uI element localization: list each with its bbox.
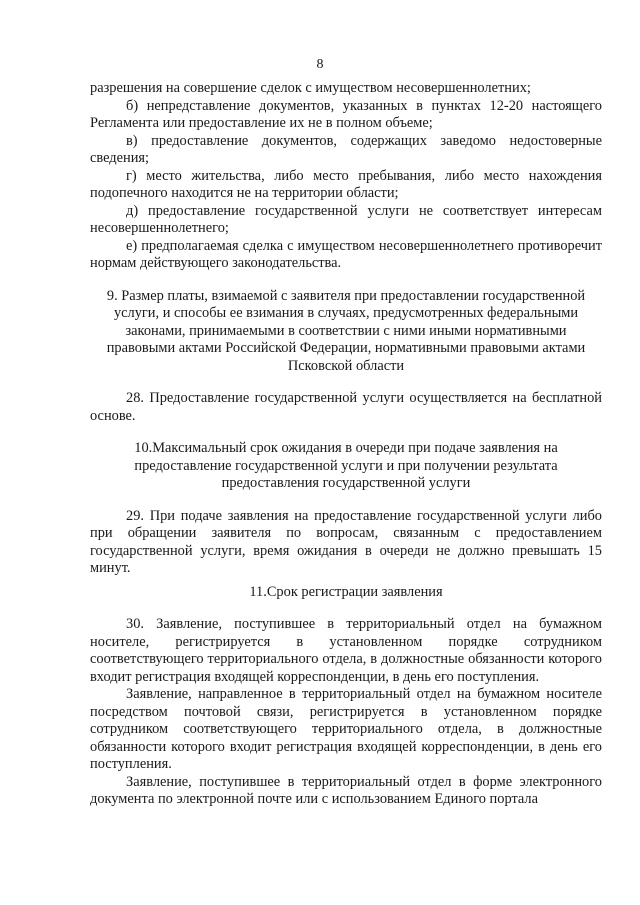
page-number: 8 (316, 57, 324, 72)
paragraph-30-electronic: Заявление, поступившее в территориальный отдел в форме электронного документа по электронной почте или с использованием Единого портала (90, 773, 602, 807)
paragraph-30-postal: Заявление, направленное в территориальный отдел на бумажном носителе посредством почтовой связи, регистрируется в установленном порядке сотрудником соответствующего территориального отдела, в должностные обязанности которого входит регистрация входящей корреспонденции, в день его поступления. (90, 686, 602, 772)
paragraph-permission-continuation: разрешения на совершение сделок с имуществом несовершеннолетних; (90, 80, 531, 96)
paragraph-29: 29. При подаче заявления на предоставление государственной услуги либо при обращении заявителя по вопросам, связанным с предоставлением государственной услуги, время ожидания в очереди не должно превышать 15 минут. (90, 507, 602, 576)
paragraph-item-e: е) предполагаемая сделка с имуществом несовершеннолетнего противоречит нормам действующего законодательства. (90, 237, 602, 271)
section-heading-10: 10.Максимальный срок ожидания в очереди при подаче заявления на предоставление государственной услуги и при получении результата предоставления государственной услуги (134, 440, 558, 491)
paragraph-28: 28. Предоставление государственной услуги осуществляется на бесплатной основе. (90, 390, 602, 424)
section-heading-11: 11.Срок регистрации заявления (249, 583, 443, 600)
document-body (90, 80, 602, 809)
paragraph-item-g: г) место жительства, либо место пребывания, либо место нахождения подопечного находится не на территории области; (90, 167, 602, 201)
paragraph-item-d: д) предоставление государственной услуги не соответствует интересам несовершеннолетнего; (90, 202, 602, 236)
section-heading-9: 9. Размер платы, взимаемой с заявителя при предоставлении государственной услуги, и способы ее взимания в случаях, предусмотренных федеральными законами, принимаемыми в соответствии с ними иными нормативными правовыми актами Российской Федерации, нормативными правовыми актами Псковской области (106, 287, 586, 374)
paragraph-item-b: б) непредставление документов, указанных в пунктах 12-20 настоящего Регламента или предоставление их не в полном объеме; (90, 97, 602, 131)
paragraph-item-v: в) предоставление документов, содержащих заведомо недостоверные сведения; (90, 132, 602, 166)
paragraph-30: 30. Заявление, поступившее в территориальный отдел на бумажном носителе, регистрируется в установленном порядке сотрудником соответствующего территориального отдела, в должностные обязанности которого входит регистрация входящей корреспонденции, в день его поступления. (90, 616, 602, 685)
